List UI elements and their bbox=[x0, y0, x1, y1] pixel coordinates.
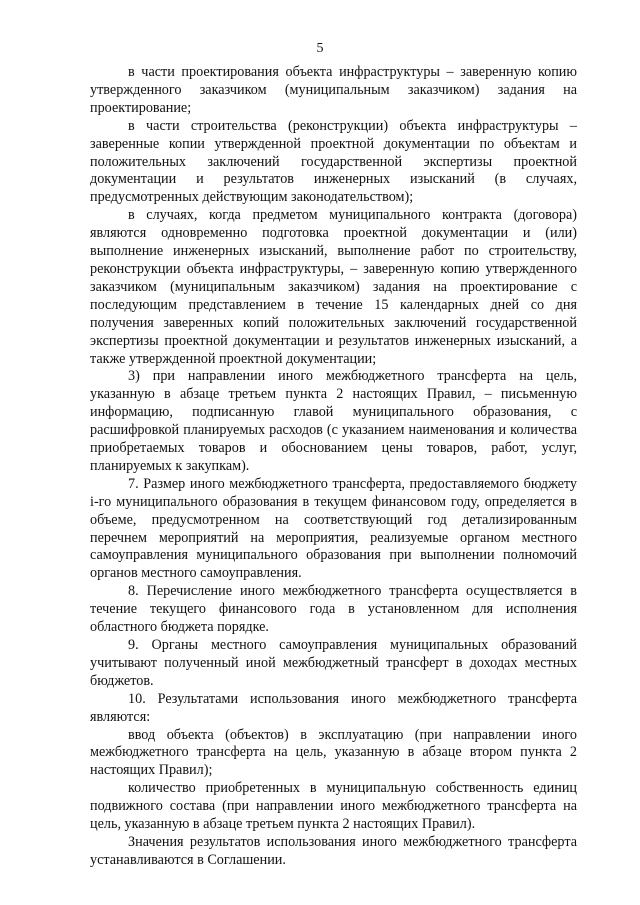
paragraph: 7. Размер иного межбюджетного трансферта, предоставляемого бюджету i-го муниципального образования в текущем финансовом году, определяется в объеме, предусмотренном на соответствующий год детализированным перечнем мероприятий на мероприятия, реализуемые органом местного самоуправления муниципального образования при выполнении полномочий органов местного самоуправления. bbox=[90, 475, 577, 582]
paragraph: в части проектирования объекта инфраструктуры – заверенную копию утвержденного заказчиком (муниципальным заказчиком) задания на проектирование; bbox=[90, 64, 577, 116]
paragraph: в случаях, когда предметом муниципального контракта (договора) являются одновременно подготовка проектной документации и (или) выполнение инженерных изысканий, выполнение работ по строительству, реконструкции объекта инфраструктуры, – заверенную копию утвержденного заказчиком (муниципальным заказчиком) задания на проектирование с последующим представлением в течение 15 календарных дней со дня получения заверенных копий положительных заключений государственной экспертизы проектной документации и результатов инженерных изысканий, а также утвержденной проектной документации; bbox=[90, 207, 577, 367]
paragraph: 8. Перечисление иного межбюджетного трансферта осуществляется в течение текущего финансового года в установленном для исполнения областного бюджета порядке. bbox=[90, 583, 577, 636]
paragraph: Значения результатов использования иного межбюджетного трансферта устанавливаются в Соглашении. bbox=[90, 833, 577, 868]
paragraph: 10. Результатами использования иного межбюджетного трансферта являются: bbox=[90, 690, 577, 725]
paragraph: в части строительства (реконструкции) объекта инфраструктуры – заверенные копии утвержденной проектной документации по объектам и положительных заключений государственной экспертизы проектной документации и результатов инженерных изысканий (в случаях, предусмотренных действующим законодательством); bbox=[90, 117, 577, 206]
document-body bbox=[90, 64, 577, 870]
paragraph: 3) при направлении иного межбюджетного трансферта на цель, указанную в абзаце третьем пункта 2 настоящих Правил, – письменную информацию, подписанную главой муниципального образования, с расшифровкой планируемых расходов (с указанием наименования и количества приобретаемых товаров и обоснованием цены товаров, работ, услуг, планируемых к закупкам). bbox=[90, 368, 577, 474]
page-number: 5 bbox=[316, 41, 324, 56]
paragraph: 9. Органы местного самоуправления муниципальных образований учитывают полученный иной межбюджетный трансферт в доходах местных бюджетов. bbox=[90, 637, 577, 689]
paragraph: ввод объекта (объектов) в эксплуатацию (при направлении иного межбюджетного трансферта на цель, указанную в абзаце втором пункта 2 настоящих Правил); bbox=[90, 726, 577, 779]
paragraph: количество приобретенных в муниципальную собственность единиц подвижного состава (при направлении иного межбюджетного трансферта на цель, указанную в абзаце третьем пункта 2 настоящих Правил). bbox=[90, 780, 577, 833]
